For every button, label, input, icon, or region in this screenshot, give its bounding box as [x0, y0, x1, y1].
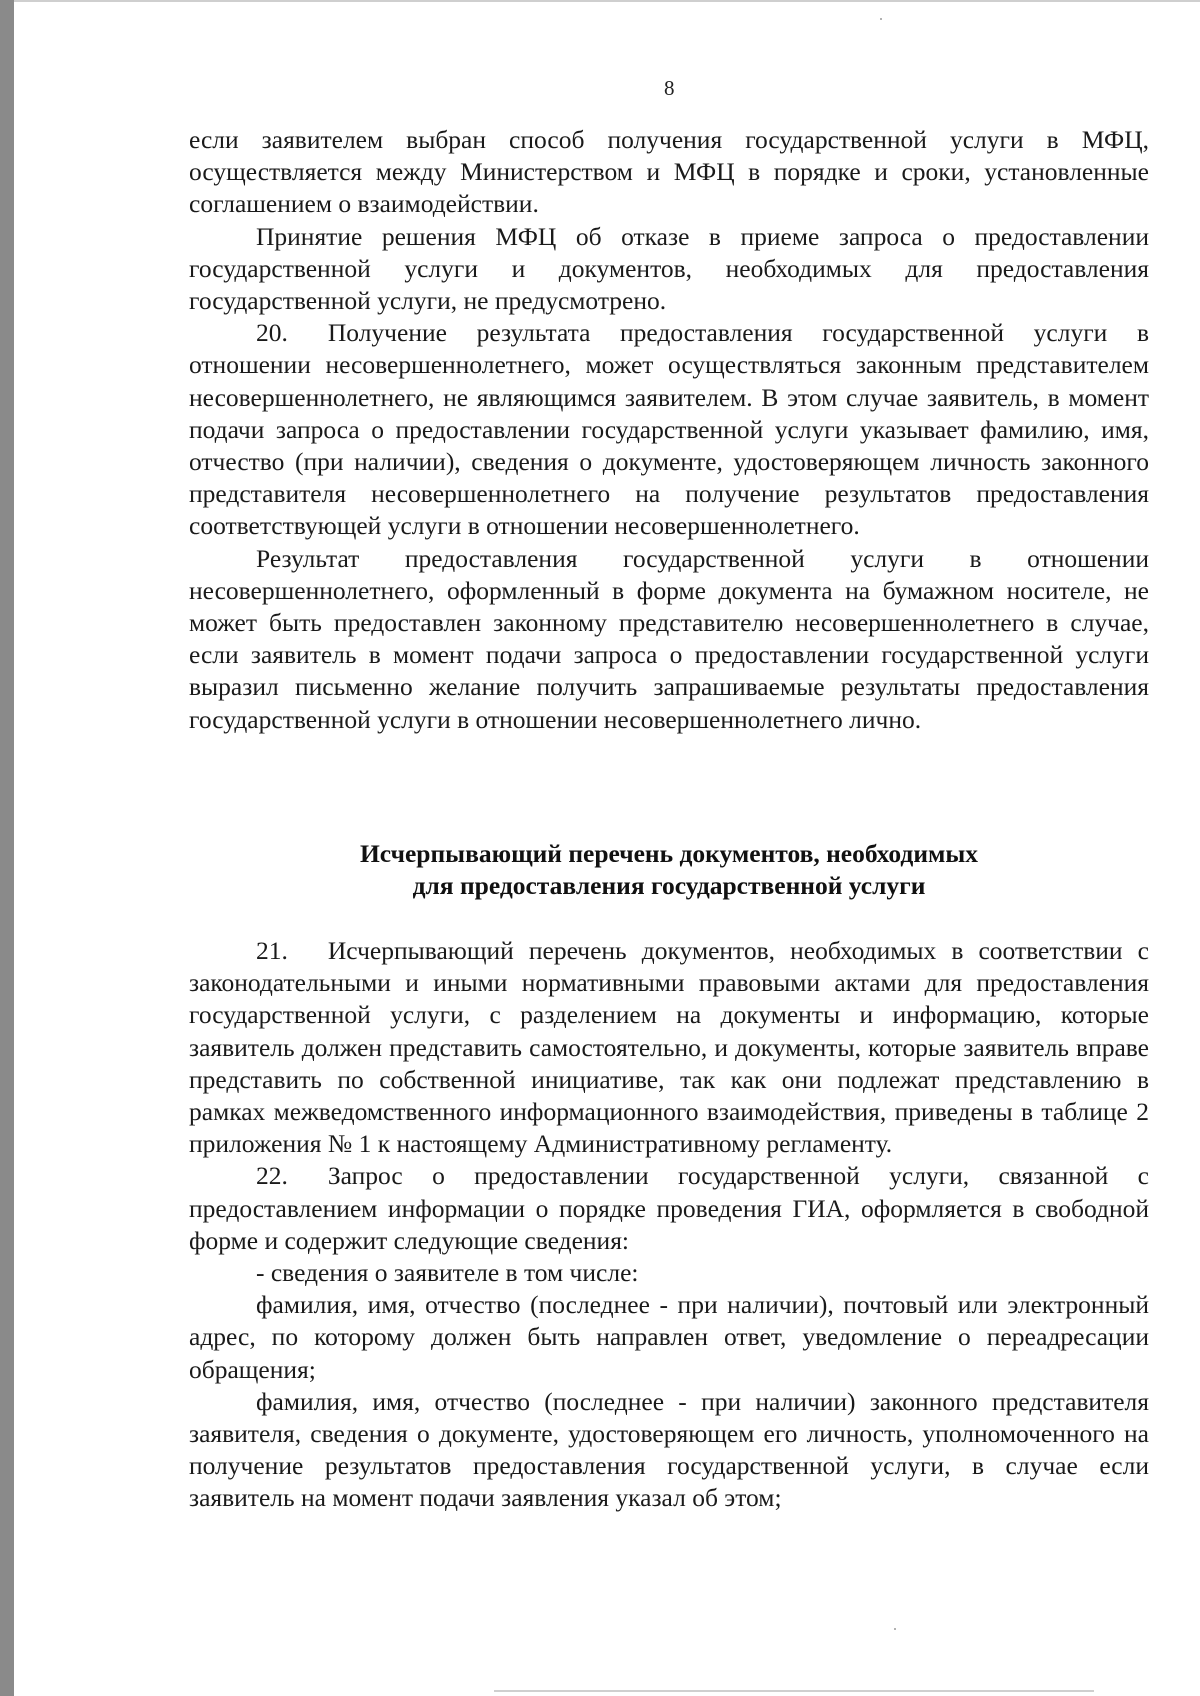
clause-number-22: 22. — [256, 1161, 288, 1191]
body-text-bottom — [189, 935, 1149, 1515]
paragraph-20 — [189, 317, 1149, 542]
paragraph-mfc-refusal: Принятие решения МФЦ об отказе в приеме запроса о предоставлении государственной услуги и документов, необходимых для предоставления государственной услуги, не предусмотрено. — [189, 221, 1149, 316]
list-item-applicant-info: - сведения о заявителе в том числе: — [256, 1258, 639, 1288]
document-page — [14, 0, 1200, 1696]
scan-speck — [894, 1628, 896, 1630]
scan-speck — [880, 18, 882, 20]
heading-line-2: для предоставления государственной услуги — [412, 871, 926, 900]
section-heading — [189, 838, 1149, 902]
list-item-representative: фамилия, имя, отчество (последнее - при наличии) законного представителя заявителя, сведения о документе, удостоверяющем его личность, уполномоченного на получение результатов предоставления государственной услуги, в случае если заявитель на момент подачи заявления указал об этом; — [189, 1386, 1149, 1513]
clause-text-22: Запрос о предоставлении государственной услуги, связанной с предоставлением информации о порядке проведения ГИА, оформляется в свободной форме и содержит следующие сведения: — [189, 1161, 1149, 1255]
clause-number-21: 21. — [256, 936, 288, 965]
paragraph-20-result: Результат предоставления государственной услуги в отношении несовершеннолетнего, оформленный в форме документа на бумажном носителе, не может быть предоставлен законному представителю несовершеннолетнего в случае, если заявитель в момент подачи запроса о предоставлении государственной услуги выразил письменно желание получить запрашиваемые результаты предоставления государственной услуги в отношении несовершеннолетнего лично. — [189, 543, 1149, 734]
paragraph-21 — [189, 935, 1149, 1160]
scan-artifact-bottom — [494, 1690, 1094, 1692]
heading-line-1: Исчерпывающий перечень документов, необходимых — [359, 839, 979, 868]
clause-number-20: 20. — [256, 318, 288, 348]
body-text-top — [189, 124, 1149, 736]
paragraph-mfc-interaction: если заявителем выбран способ получения государственной услуги в МФЦ, осуществляется между Министерством и МФЦ в порядке и сроки, установленные соглашением о взаимодействии. — [189, 125, 1149, 219]
clause-text-20: Получение результата предоставления государственной услуги в отношении несовершеннолетнего, может осуществляться законным представителем несовершеннолетнего, не являющимся заявителем. В этом случае заявитель, в момент подачи запроса о предоставлении государственной услуги указывает фамилию, имя, отчество (при наличии), сведения о документе, удостоверяющем личность законного представителя несовершеннолетнего на получение результатов предоставления соответствующей услуги в отношении несовершеннолетнего. — [189, 318, 1149, 541]
page-number: 8 — [664, 76, 675, 100]
clause-text-21: Исчерпывающий перечень документов, необходимых в соответствии с законодательными и иными нормативными правовыми актами для предоставления государственной услуги, с разделением на документы и информацию, которые заявитель должен представить самостоятельно, и документы, которые заявитель вправе представить по собственной инициативе, так как они подлежат представлению в рамках межведомственного информационного взаимодействия, приведены в таблице 2 приложения № 1 к настоящему Административному регламенту. — [189, 936, 1149, 1159]
list-item-applicant-name: фамилия, имя, отчество (последнее - при наличии), почтовый или электронный адрес, по которому должен быть направлен ответ, уведомление о переадресации обращения; — [189, 1290, 1149, 1384]
paragraph-22 — [189, 1160, 1149, 1257]
